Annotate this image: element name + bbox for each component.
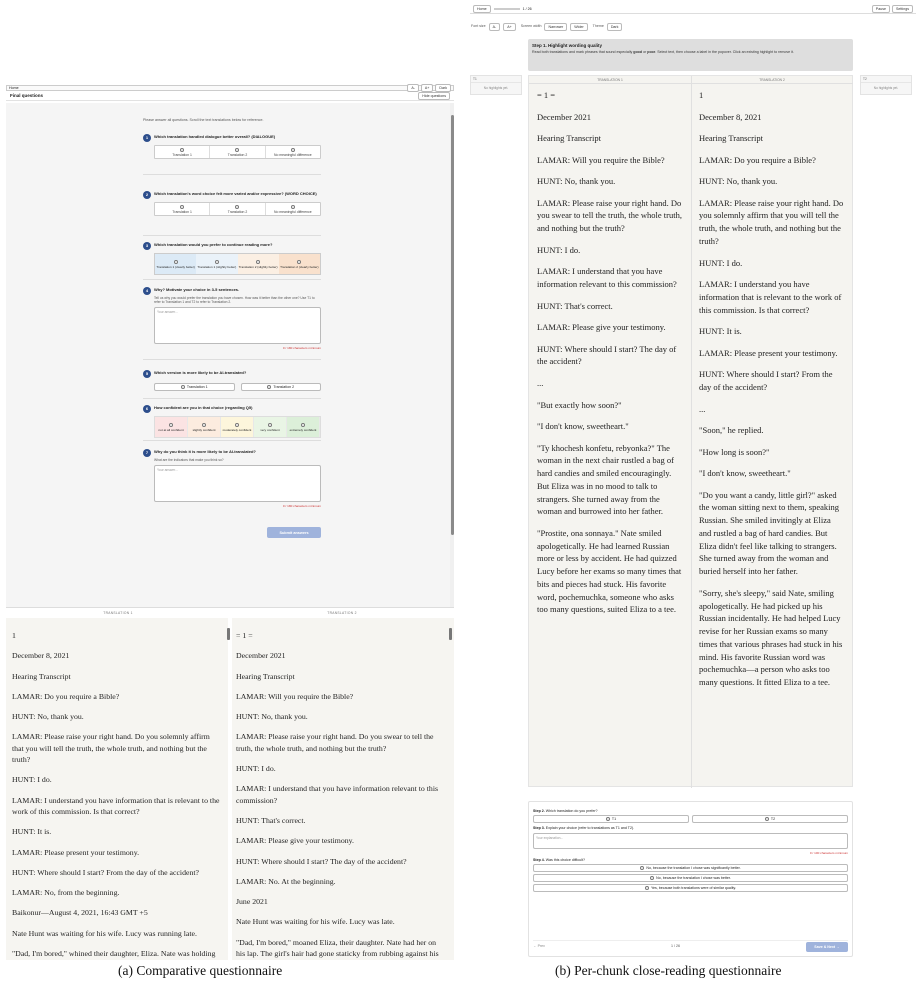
question-text: Why? Motivate your choice in 3-5 sentences. <box>154 287 240 292</box>
option-label: Translation 2 <box>227 152 248 157</box>
text-paragraph: "But exactly how soon?" <box>537 399 622 410</box>
text-paragraph: December 8, 2021 <box>12 651 70 661</box>
page-title: Final questions <box>10 93 44 98</box>
text-paragraph: Baikonur—August 4, 2021, 16:43 GMT +5 <box>12 908 148 918</box>
q1-option-translation-1[interactable] <box>155 146 210 158</box>
no-highlights-text: No highlights yet. <box>483 86 509 90</box>
good-keyword: good <box>633 50 643 54</box>
question-1 <box>143 134 321 159</box>
question-hint: What are the indicators that make you think so? <box>154 458 224 462</box>
question-text: Which version is more likely to be AI-translated? <box>154 370 247 375</box>
font-decrease-button[interactable]: A- <box>489 23 501 31</box>
option-label: No, because the translation I chose was better. <box>656 876 731 880</box>
step-text: Was this choice difficult? <box>544 858 585 862</box>
option-label: No, because the translation I chose was significantly better. <box>646 866 741 870</box>
radio-icon <box>180 205 184 209</box>
font-increase-button[interactable]: A+ <box>421 84 434 92</box>
text-paragraph: "Do you want a candy, little girl?" asked the woman sitting next to them, speaking Russian. She smiled invitingly at Eliza and rustled a bag of hard candies. But Eliza didn't feel like talking to strangers. She turned away from the woman and buried herself into her father. <box>699 489 839 577</box>
text-paragraph: LAMAR: Please give your testimony. <box>537 322 666 333</box>
question-3 <box>143 242 321 275</box>
poor-keyword: poor <box>647 50 656 54</box>
settings-button[interactable]: Settings <box>892 5 913 13</box>
text-paragraph: ... <box>537 378 544 389</box>
theme-label: Theme <box>592 24 604 29</box>
font-increase-button[interactable]: A+ <box>503 23 516 31</box>
radio-icon <box>291 148 295 152</box>
question-number: 7 <box>143 449 151 457</box>
step-4-heading <box>533 858 848 862</box>
text-paragraph: LAMAR: Please present your testimony. <box>12 847 140 857</box>
text-paragraph: LAMAR: Please raise your right hand. Do you swear to tell the truth, the whole truth, and nothing but the truth? <box>537 197 682 234</box>
text-paragraph: LAMAR: I understand you have information that is relevant to the work of this commission. Is that correct? <box>12 795 220 816</box>
option-label: moderately confident <box>222 427 252 432</box>
text-paragraph: "Prostite, ona sonnaya." Nate smiled apologetically. He had learned Russian more or less by accident. He had quizzed Lucy before her exams so many times that bits and pieces had stuck. His favorite word, pochemuchka, someone who asks too many questions, suited Eliza to a tee. <box>537 527 682 615</box>
wider-button[interactable]: Wider <box>570 23 587 31</box>
text-paragraph: LAMAR: Please raise your right hand. Do you solemnly affirm that you will tell the truth, the whole truth, and nothing but the truth? <box>699 197 844 246</box>
top-bar <box>470 5 916 14</box>
text-paragraph: LAMAR: Do you require a Bible? <box>12 691 120 701</box>
text-paragraph: "Dad, I'm bored," whined their daughter, Eliza. Nate was holding <box>12 949 216 959</box>
step-1-instructions <box>528 39 853 71</box>
comparative-questionnaire-panel <box>6 85 454 960</box>
question-text: Which translation handled dialogue better overall? (DIALOGUE) <box>154 134 276 139</box>
question-7 <box>143 449 321 508</box>
radio-icon <box>169 423 173 427</box>
q3-option-t1-slightly[interactable] <box>196 254 237 274</box>
text-paragraph: LAMAR: Please give your testimony. <box>236 836 354 846</box>
option-label: extremely confident <box>289 427 317 432</box>
text-paragraph: HUNT: Where should I start? From the day of the accident? <box>699 369 833 392</box>
translation-columns <box>528 75 853 787</box>
font-size-label: Font size <box>471 24 486 29</box>
question-5 <box>143 370 321 391</box>
pause-button[interactable]: Pause <box>872 5 890 13</box>
text-paragraph: 1 <box>699 90 704 100</box>
step-label: Step 2. <box>533 809 545 813</box>
text-paragraph: HUNT: No, thank you. <box>537 176 616 187</box>
translation-2-text <box>232 618 454 960</box>
q2-option-translation-2[interactable] <box>210 203 265 215</box>
form-scrollbar[interactable] <box>450 103 454 608</box>
option-label: Translation 2 <box>227 209 248 214</box>
radio-icon <box>181 385 185 389</box>
radio-icon <box>256 260 260 264</box>
translation-1-scrollbar[interactable] <box>227 628 230 640</box>
option-label: Translation 1 <box>172 152 192 157</box>
text-paragraph: "Soon," he replied. <box>699 425 764 436</box>
submit-answers-button[interactable]: Submit answers <box>267 527 321 538</box>
navigation-footer <box>533 940 848 952</box>
radio-icon <box>291 205 295 209</box>
option-label: Translation 1 <box>172 209 192 214</box>
text-paragraph: LAMAR: Please raise your right hand. Do you swear to tell the truth, the whole truth, and nothing but the truth? <box>236 732 434 753</box>
column-divider <box>691 76 692 788</box>
divider <box>143 174 321 175</box>
divider <box>143 279 321 280</box>
text-paragraph: LAMAR: Will you require the Bible? <box>537 154 665 165</box>
option-label: Translation 1 <box>186 385 208 389</box>
text-paragraph: December 2021 <box>236 651 286 661</box>
translation-2-text[interactable] <box>699 89 845 784</box>
step-3-heading <box>533 826 848 830</box>
text-paragraph: ... <box>699 403 706 414</box>
question-text: Why do you think it is more likely to be AI-translated? <box>154 449 256 454</box>
font-decrease-button[interactable]: A- <box>407 84 419 92</box>
text-paragraph: LAMAR: Please present your testimony. <box>699 347 838 358</box>
save-next-button[interactable]: Save & Next → <box>806 942 848 952</box>
step-label: Step 3. <box>533 826 545 830</box>
home-button[interactable]: Home <box>473 5 491 13</box>
t2-sidebar-label: T2 <box>861 76 911 83</box>
text-paragraph: Nate Hunt was waiting for his wife. Lucy was late. <box>236 917 395 927</box>
desc-part: . Select text, then choose a label in the popover. Click an existing highlight to remove it. <box>655 50 794 54</box>
hide-questions-button[interactable]: Hide questions <box>418 92 450 100</box>
desc-part: or <box>642 50 648 54</box>
page-indicator: 1 / 26 <box>670 944 680 949</box>
text-paragraph: LAMAR: Will you require the Bible? <box>236 691 354 701</box>
text-paragraph: HUNT: No, thank you. <box>699 176 778 187</box>
q3-option-t2-clearly[interactable] <box>279 254 320 274</box>
text-paragraph: HUNT: No, thank you. <box>12 712 84 722</box>
radio-icon <box>180 148 184 152</box>
divider <box>143 398 321 399</box>
text-paragraph: HUNT: That's correct. <box>537 300 613 311</box>
text-paragraph: LAMAR: Do you require a Bible? <box>699 154 816 165</box>
divider <box>143 440 321 441</box>
step4-option-better[interactable] <box>533 874 848 882</box>
step4-option-similar-quality[interactable] <box>533 884 848 892</box>
q2-option-translation-1[interactable] <box>155 203 210 215</box>
option-label: slightly confident <box>192 427 216 432</box>
step4-option-significantly-better[interactable] <box>533 864 848 872</box>
radio-icon <box>174 260 178 264</box>
explanation-textarea[interactable]: Your explanation... <box>533 833 848 849</box>
question-number: 4 <box>143 287 151 295</box>
progress-text: 1 / 26 <box>522 6 532 11</box>
close-reading-questionnaire-panel <box>470 5 916 960</box>
text-paragraph: = 1 = <box>537 90 556 100</box>
dark-theme-button[interactable]: Dark <box>607 23 623 31</box>
t1-sidebar-label: T1 <box>471 76 521 83</box>
radio-icon <box>765 817 769 821</box>
radio-icon <box>235 205 239 209</box>
radio-icon <box>297 260 301 264</box>
option-label: Translation 2 (clearly better) <box>280 264 319 269</box>
option-label: Translation 2 (slightly better) <box>238 264 278 269</box>
q2-option-no-difference[interactable] <box>266 203 320 215</box>
text-paragraph: "I don't know, sweetheart." <box>537 421 629 432</box>
text-paragraph: LAMAR: I understand that you have information relevant to this commission? <box>236 784 439 805</box>
caption-a: (a) Comparative questionnaire <box>118 963 283 978</box>
text-paragraph: Hearing Transcript <box>236 671 295 681</box>
text-paragraph: "Dad, I'm bored," moaned Eliza, their daughter. Nate had her on his lap. The girl's hair had gone staticky from rubbing against his <box>236 937 439 959</box>
radio-icon <box>650 876 654 880</box>
option-label: No meaningful difference <box>274 209 312 214</box>
translation-1-label: TRANSLATION 1 <box>529 76 691 84</box>
translation-1-label: TRANSLATION 1 <box>103 611 133 615</box>
text-paragraph: HUNT: That's correct. <box>236 815 306 825</box>
text-paragraph: Hearing Transcript <box>537 133 601 144</box>
text-paragraph: HUNT: It is. <box>12 827 52 837</box>
question-4 <box>143 287 321 350</box>
no-highlights-text: No highlights yet. <box>873 86 899 90</box>
text-paragraph: HUNT: I do. <box>236 764 276 774</box>
t1-highlights-sidebar <box>470 75 522 95</box>
radio-icon <box>202 423 206 427</box>
question-text: Which translation would you prefer to continue reading more? <box>154 242 273 247</box>
character-counter: 0 / 100 characters minimum <box>809 851 848 855</box>
q3-option-t2-slightly[interactable] <box>238 254 279 274</box>
question-number: 6 <box>143 405 151 413</box>
step-label: Step 4. <box>533 858 545 862</box>
text-paragraph: HUNT: I do. <box>537 244 581 255</box>
radio-icon <box>301 423 305 427</box>
q1-option-no-difference[interactable] <box>266 146 320 158</box>
dark-mode-button[interactable]: Dark <box>435 84 451 92</box>
step-1-title: Step 1. Highlight wording quality <box>532 43 602 48</box>
text-paragraph: HUNT: It is. <box>699 326 742 337</box>
radio-icon <box>235 148 239 152</box>
translation-1-text[interactable] <box>537 89 683 784</box>
text-paragraph: "How long is soon?" <box>699 446 770 457</box>
caption-b: (b) Per-chunk close-reading questionnaire <box>555 963 782 978</box>
radio-icon <box>268 423 272 427</box>
radio-icon <box>606 817 610 821</box>
q6-option-slightly-confident[interactable] <box>188 417 221 437</box>
text-paragraph: December 2021 <box>537 111 592 122</box>
q1-option-translation-2[interactable] <box>210 146 265 158</box>
intro-text: Please answer all questions. Scroll the text translations below for reference. <box>143 118 264 122</box>
character-counter: 0 / 180 characters minimum <box>282 346 321 351</box>
q7-answer-textarea[interactable]: Your answer... <box>154 465 321 502</box>
question-text: Which translation's word choice felt more varied and/or expressive? (WORD CHOICE) <box>154 191 317 196</box>
character-counter: 0 / 180 characters minimum <box>282 504 321 509</box>
display-controls <box>470 22 622 31</box>
translation-2-scrollbar[interactable] <box>449 628 452 640</box>
divider <box>143 235 321 236</box>
text-paragraph: HUNT: No, thank you. <box>236 712 308 722</box>
text-paragraph: December 8, 2021 <box>699 111 762 122</box>
q3-option-t1-clearly[interactable] <box>155 254 196 274</box>
text-paragraph: Nate Hunt was waiting for his wife. Lucy was running late. <box>12 928 197 938</box>
steps-form <box>528 801 853 957</box>
step-1-description <box>532 50 849 55</box>
question-number: 1 <box>143 134 151 142</box>
text-paragraph: "Sorry, she's sleepy," said Nate, smiling apologetically. He had picked up his Russian incidentally. He had helped Lucy revise for her Russian exams so many times that various phrases had stuck in his mind. His favorite Russian word was pochemuchka—a person who asks too many questions. It fitted Eliza to a tee. <box>699 587 843 687</box>
progress-bar <box>494 8 520 10</box>
text-paragraph: Hearing Transcript <box>12 671 71 681</box>
option-label: Translation 1 (clearly better) <box>156 264 195 269</box>
q5-option-translation-1[interactable] <box>154 383 235 391</box>
option-label: not at all confident <box>158 427 184 432</box>
option-label: Translation 2 <box>273 385 295 389</box>
question-number: 3 <box>143 242 151 250</box>
q6-option-moderately-confident[interactable] <box>221 417 254 437</box>
question-number: 5 <box>143 370 151 378</box>
scrollbar-thumb[interactable] <box>451 115 454 535</box>
text-paragraph: LAMAR: I understand you have information that is relevant to the work of this commission. Is that correct? <box>699 279 842 315</box>
option-label: Translation 1 (slightly better) <box>197 264 237 269</box>
radio-icon <box>645 886 649 890</box>
question-2 <box>143 191 321 216</box>
t2-highlights-sidebar <box>860 75 912 95</box>
radio-icon <box>235 423 239 427</box>
title-bar <box>6 91 454 101</box>
q6-option-very-confident[interactable] <box>254 417 287 437</box>
step2-option-t1[interactable] <box>533 815 689 823</box>
q4-answer-textarea[interactable]: Your answer... <box>154 307 321 344</box>
text-paragraph: June 2021 <box>236 897 268 907</box>
question-text: How confident are you in that choice (regarding Q5) <box>154 405 253 410</box>
q5-option-translation-2[interactable] <box>241 383 322 391</box>
text-paragraph: HUNT: Where should I start? The day of the accident? <box>236 856 407 866</box>
q6-option-extremely-confident[interactable] <box>287 417 320 437</box>
translation-2-label: TRANSLATION 2 <box>691 76 853 84</box>
q6-option-not-confident[interactable] <box>155 417 188 437</box>
screen-width-label: Screen width <box>520 24 542 29</box>
translation-columns <box>6 610 454 960</box>
desc-part: Read both translations and mark phrases that sound especially <box>532 50 634 54</box>
translation-2-label: TRANSLATION 2 <box>327 611 357 615</box>
text-paragraph: HUNT: I do. <box>12 775 52 785</box>
questions-form <box>6 103 454 608</box>
translation-1-text <box>6 618 228 960</box>
text-paragraph: = 1 = <box>236 631 253 640</box>
question-hint: Tell us why you would prefer the translation you have chosen. How was it better than the other one? Use T1 to refer to Translation 1 and T2 to refer to Translation 2. <box>154 296 315 305</box>
text-paragraph: HUNT: Where should I start? The day of the accident? <box>537 343 677 367</box>
radio-icon <box>267 385 271 389</box>
text-paragraph: HUNT: I do. <box>699 257 743 268</box>
question-6 <box>143 405 321 438</box>
prev-button[interactable]: ← Prev <box>533 944 545 949</box>
step-text: Explain your choice (refer to translations as T1 and T2). <box>544 826 635 830</box>
home-link[interactable]: Home <box>9 85 19 90</box>
text-paragraph: LAMAR: Please raise your right hand. Do you solemnly affirm that you will tell the truth, the whole truth, and nothing but the truth? <box>12 732 210 765</box>
text-paragraph: Hearing Transcript <box>699 133 763 144</box>
text-paragraph: LAMAR: I understand that you have information relevant to this commission? <box>537 266 677 290</box>
option-label: Yes, because both translations were of similar quality. <box>650 886 737 890</box>
step-text: Which translation do you prefer? <box>544 809 598 813</box>
text-paragraph: LAMAR: No. At the beginning. <box>236 876 336 886</box>
text-paragraph: LAMAR: No, from the beginning. <box>12 888 120 898</box>
option-label: No meaningful difference <box>274 152 312 157</box>
divider <box>143 359 321 360</box>
option-label: very confident <box>260 427 280 432</box>
question-number: 2 <box>143 191 151 199</box>
text-paragraph: 1 <box>12 631 16 640</box>
step2-option-t2[interactable] <box>692 815 848 823</box>
text-paragraph: HUNT: Where should I start? From the day of the accident? <box>12 867 199 877</box>
radio-icon <box>215 260 219 264</box>
text-paragraph: "Ty khochesh konfetu, rebyonka?" The woman in the next chair rustled a bag of hard candies and smiled encouragingly. But Eliza was in no mood to talk to strangers. She turned away from the woman and burrowed into her father. <box>537 442 674 517</box>
option-label: T1 <box>611 817 617 821</box>
text-paragraph: "I don't know, sweetheart." <box>699 468 791 479</box>
radio-icon <box>640 866 644 870</box>
option-label: T2 <box>770 817 776 821</box>
narrower-button[interactable]: Narrower <box>544 23 567 31</box>
